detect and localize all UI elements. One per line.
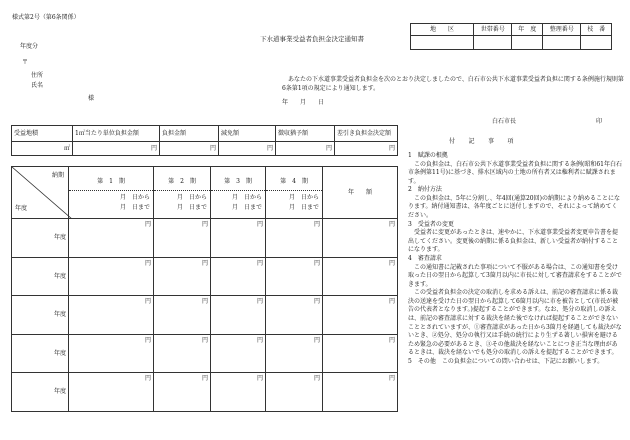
row-year-label[interactable]: 年度 <box>12 373 69 412</box>
intro-text: あなたの下水道事業受益者負担金を次のとおり決定しましたので、白石市公共下水道事業受益者負担に関する条例施行規則第6条第1項の規定により通知します。 <box>282 76 624 92</box>
fiscal-year: 年度分 <box>20 43 39 50</box>
value-area[interactable]: ㎡ <box>12 142 73 156</box>
note-line: この負担金は、白石市公共下水道事業受益者負担に関する条例(昭和61年白石市条例第11号)に基づき、排水区域内の土地の所有者又は権利者に賦課されます。 <box>408 160 622 185</box>
cell-control-number[interactable] <box>542 36 580 50</box>
period-3-from: 月 日から <box>231 194 262 201</box>
col-amount: 負担金額 <box>160 126 219 142</box>
row-period-amount[interactable]: 円 <box>266 334 323 373</box>
page-title: 下水道事業受益者負担金決定通知書 <box>260 35 364 43</box>
col-area: 受益地積 <box>12 126 73 142</box>
row-period-amount[interactable]: 円 <box>69 219 154 258</box>
form-id: 様式第2号（第6条関係） <box>12 14 80 21</box>
col-deferment: 徴収猶予額 <box>276 126 335 142</box>
period-4 <box>266 167 323 219</box>
row-year-label[interactable]: 年度 <box>12 296 69 335</box>
schedule-row <box>12 219 398 258</box>
annual-amount-header: 年 額 <box>323 167 398 219</box>
row-period-amount[interactable]: 円 <box>154 257 211 296</box>
value-deferment[interactable]: 円 <box>276 142 335 156</box>
note-line: 1 賦課の根拠 <box>408 152 448 159</box>
period-4-from: 月 日から <box>288 194 319 201</box>
period-3-to: 月 日まで <box>231 203 262 211</box>
row-period-amount[interactable]: 円 <box>266 296 323 335</box>
period-2-label: 第 2 期 <box>154 173 210 191</box>
top-id-table <box>410 23 612 50</box>
row-period-amount[interactable]: 円 <box>154 373 211 412</box>
cell-branch-number[interactable] <box>581 36 612 50</box>
value-final-amount[interactable]: 円 <box>335 142 398 156</box>
cell-district[interactable] <box>411 36 474 50</box>
row-period-amount[interactable]: 円 <box>211 334 266 373</box>
period-3-label: 第 3 期 <box>211 173 265 191</box>
row-period-amount[interactable]: 円 <box>154 296 211 335</box>
address-label: 住所 <box>31 72 44 79</box>
row-period-amount[interactable]: 円 <box>266 373 323 412</box>
row-year-label[interactable]: 年度 <box>12 219 69 258</box>
corner-period-label: 納期 <box>51 172 64 179</box>
row-period-amount[interactable]: 円 <box>266 219 323 258</box>
notes-list <box>408 152 622 366</box>
period-1-label: 第 1 期 <box>69 173 153 191</box>
schedule-table <box>11 166 398 412</box>
period-1-from: 月 日から <box>119 194 150 201</box>
issue-date: 年 月 日 <box>282 99 325 106</box>
header-district: 地 区 <box>411 24 474 36</box>
period-1-to: 月 日まで <box>119 203 150 211</box>
schedule-row <box>12 257 398 296</box>
header-branch-number: 枝 番 <box>581 24 612 36</box>
value-reduction[interactable]: 円 <box>219 142 276 156</box>
row-period-amount[interactable]: 円 <box>266 257 323 296</box>
col-final-amount: 差引き負担金決定額 <box>335 126 398 142</box>
col-reduction: 減免額 <box>219 126 276 142</box>
summary-table <box>11 125 398 156</box>
col-unit-price: 1㎡当たり単位負担金額 <box>73 126 160 142</box>
honorific: 様 <box>88 95 95 102</box>
period-2 <box>154 167 211 219</box>
note-line: 3 受益者の変更 <box>408 220 454 228</box>
note-line: 5 その他 この負担金についての問い合わせは、下記にお願いします。 <box>408 357 604 365</box>
schedule-body <box>12 219 398 412</box>
row-annual-amount[interactable]: 円 <box>323 373 398 412</box>
cell-household-number[interactable] <box>474 36 512 50</box>
note-line: 4 審査請求 <box>408 254 442 262</box>
mayor-label: 白石市長 <box>492 118 517 125</box>
period-4-to: 月 日まで <box>288 203 319 211</box>
notes-heading: 付 記 事 項 <box>449 138 515 145</box>
row-period-amount[interactable]: 円 <box>69 296 154 335</box>
row-period-amount[interactable]: 円 <box>154 334 211 373</box>
schedule-row <box>12 296 398 335</box>
row-period-amount[interactable]: 円 <box>69 334 154 373</box>
note-line: この負担金は、5年に分割し、年4回(通算20回)の納期により納めることになります。納付通知書は、各年度ごとに送付しますので、それによって納めてください。 <box>408 194 620 220</box>
row-annual-amount[interactable]: 円 <box>323 257 398 296</box>
row-annual-amount[interactable]: 円 <box>323 296 398 335</box>
note-line: 2 納付方法 <box>408 186 442 194</box>
row-annual-amount[interactable]: 円 <box>323 219 398 258</box>
cell-year[interactable] <box>512 36 543 50</box>
row-period-amount[interactable]: 円 <box>211 219 266 258</box>
period-4-label: 第 4 期 <box>266 173 322 191</box>
schedule-row <box>12 373 398 412</box>
note-line: この受益者負担金の決定の取消しを求める訴えは、前記の審査請求に係る裁決の送達を受けた日の翌日から起算して6箇月以内に市を被告として(市長が被告の代表者となります。)提起することができます。なお、処分の取消しの訴えは、前記の審査請求に対する裁決を経た後でなければ提起することができないこととされていますが、①審査請求があった日から3箇月を経過しても裁決がないとき、②処分、処分の執行又は手続の続行により生ずる著しい損害を避けるため緊急の必要があるとき、③その他裁決を経ないことにつき正当な理由があるときは、裁決を経ないでも処分の取消しの訴えを提起することができます。 <box>408 289 622 357</box>
header-household-number: 世帯番号 <box>474 24 512 36</box>
row-period-amount[interactable]: 円 <box>69 257 154 296</box>
header-year: 年 度 <box>512 24 543 36</box>
schedule-corner <box>12 167 69 219</box>
schedule-row <box>12 334 398 373</box>
seal-mark: 印 <box>596 118 603 125</box>
period-3 <box>211 167 266 219</box>
row-year-label[interactable]: 年度 <box>12 257 69 296</box>
note-line: この通知書に記載された事項について不服がある場合は、この通知書を受け取った日の翌日から起算して3箇月以内に市長に対して審査請求をすることができます。 <box>408 263 622 288</box>
value-unit-price[interactable]: 円 <box>73 142 160 156</box>
postal-mark: 〒 <box>22 59 29 66</box>
row-period-amount[interactable]: 円 <box>211 373 266 412</box>
row-period-amount[interactable]: 円 <box>211 296 266 335</box>
row-period-amount[interactable]: 円 <box>211 257 266 296</box>
value-amount[interactable]: 円 <box>160 142 219 156</box>
name-label: 氏名 <box>31 82 44 89</box>
row-period-amount[interactable]: 円 <box>154 219 211 258</box>
period-2-to: 月 日まで <box>176 203 207 211</box>
corner-year-label: 年度 <box>15 204 28 212</box>
row-annual-amount[interactable]: 円 <box>323 334 398 373</box>
note-line: 受益者に変更があったときは、速やかに、下水道事業受益者変更申告書を提出してください。変更後の納期に係る負担金は、新しい受益者が納付することになります。 <box>408 229 619 254</box>
period-1 <box>69 167 154 219</box>
row-year-label[interactable]: 年度 <box>12 334 69 373</box>
header-control-number: 整理番号 <box>542 24 580 36</box>
period-2-from: 月 日から <box>176 194 207 201</box>
row-period-amount[interactable]: 円 <box>69 373 154 412</box>
